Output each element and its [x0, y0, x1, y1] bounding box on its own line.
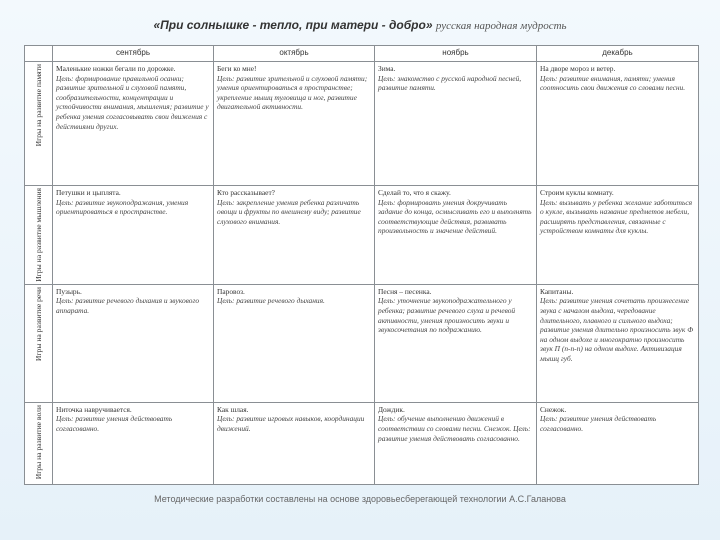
game-goal: Цель: развитие зрительной и слуховой памяти; умения ориентироваться в пространстве; укрепление мышц туловища и ног, развитие двигательной активности. [217, 73, 368, 112]
game-title: Маленькие ножки бегали по дорожке. [56, 64, 176, 73]
table-cell [375, 186, 537, 285]
game-title: Дождик. [378, 404, 405, 414]
game-goal: Цель: развитие игровых навыков, координации движений. [217, 414, 365, 433]
game-title: Беги ко мне! [217, 64, 257, 73]
table-cell [53, 186, 214, 285]
game-goal: Цель: обучение выполнению движений в соответствии со словами песни. Снежок. Цель: развитие умения действовать согласованно. [378, 414, 531, 443]
games-schedule-table [24, 45, 699, 485]
game-title: Строим куклы комнату. [540, 188, 614, 197]
game-title: Паровоз. [217, 286, 245, 296]
game-goal: Цель: развитие умения действовать согласованно. [540, 414, 657, 433]
game-goal: Цель: закрепление умения ребенка различать овощи и фрукты по внешнему виду; развитие слухового внимания. [217, 197, 361, 226]
table-row [25, 402, 699, 484]
table-cell [53, 402, 214, 484]
table-cell [53, 62, 214, 186]
month-header: ноябрь [375, 46, 537, 62]
month-header-row [25, 46, 699, 62]
table-cell [537, 186, 699, 285]
row-category-label: Игры на развитие речи [34, 286, 43, 361]
table-cell [537, 284, 699, 402]
table-row [25, 186, 699, 285]
game-title: На дворе мороз и ветер. [540, 64, 616, 73]
title-subtitle: русская народная мудрость [435, 20, 567, 32]
game-title: Зима. [378, 64, 396, 73]
game-title: Сделай то, что я скажу. [378, 188, 451, 197]
game-title: Капитаны. [540, 286, 574, 296]
game-goal: Цель: развитие умения действовать согласованно. [56, 414, 173, 433]
table-cell [214, 284, 375, 402]
table-row [25, 62, 699, 186]
row-category-label: Игры на развитие воли [34, 404, 43, 480]
game-title: Песня – песенка. [378, 286, 432, 296]
corner-cell [25, 46, 53, 62]
footer-note: Методические разработки составлены на основе здоровьесберегающей технологии А.С.Галанова [154, 494, 566, 504]
table-cell [537, 62, 699, 186]
month-header: сентябрь [53, 46, 214, 62]
game-goal: Цель: развитие звукоподражания, умения ориентироваться в пространстве. [56, 197, 189, 217]
table-cell [214, 186, 375, 285]
game-goal: Цель: развитие речевого дыхания и звукового аппарата. [56, 296, 200, 315]
month-header: декабрь [537, 46, 699, 62]
table-cell [214, 62, 375, 186]
game-goal: Цель: знакомство с русской народной песней, развитие памяти. [378, 73, 522, 93]
table-cell [375, 402, 537, 484]
table-cell [214, 402, 375, 484]
title-main: «При солнышке - тепло, при матери - добро» [153, 18, 433, 32]
page-title [0, 18, 720, 32]
row-category-label: Игры на развитие памяти [34, 64, 43, 147]
row-category [25, 62, 53, 186]
row-category-label: Игры на развитие мышления [34, 188, 43, 282]
game-goal: Цель: формирование правильной осанки; развитие зрительной и слуховой памяти, сообразительности, концентрации и устойчивости внимания, мышления; развитие у ребенка умения согласовывать свои движения с действиями других. [56, 73, 209, 131]
game-title: Пузырь. [56, 286, 82, 296]
game-title: Ниточка навручивается. [56, 404, 132, 414]
game-title: Петушки и цыплята. [56, 188, 121, 197]
row-category [25, 284, 53, 402]
game-goal: Цель: формировать умения докручивать задание до конца, осмысливать его и выполнять соответствующие действия, развивать произвольность и значение действий. [378, 197, 532, 236]
game-title: Кто рассказывает? [217, 188, 275, 197]
table-cell [375, 62, 537, 186]
table-cell [375, 284, 537, 402]
game-goal: Цель: уточнение звукоподражательного у ребенка; развитие речевого слуха и речевой активности, умения произносить звуки и звукосочетания по подражанию. [378, 296, 516, 335]
row-category [25, 186, 53, 285]
game-goal: Цель: вызывать у ребенка желание заботиться о кукле, вызывать название предметов мебели, расширять представления, связанные с устройством комнаты для куклы. [540, 197, 693, 236]
game-goal: Цель: развитие речевого дыхания. [217, 296, 325, 306]
game-title: Снежок. [540, 404, 567, 414]
month-header: октябрь [214, 46, 375, 62]
game-title: Как шлая. [217, 404, 249, 414]
game-goal: Цель: развитие внимания, памяти; умения соотносить свои движения со словами песни. [540, 73, 686, 93]
table-cell [537, 402, 699, 484]
table-cell [53, 284, 214, 402]
table-row [25, 284, 699, 402]
row-category [25, 402, 53, 484]
game-goal: Цель: развитие умения сочетать произнесение звука с началом выдоха, чередование длительного, плавного и сильного выдоха; развитие умения длительно произносить звук Ф на одном выдохе и многократно произносить звук П (п-п-п) на одном выдохе. Активизация мышц губ. [540, 296, 694, 363]
